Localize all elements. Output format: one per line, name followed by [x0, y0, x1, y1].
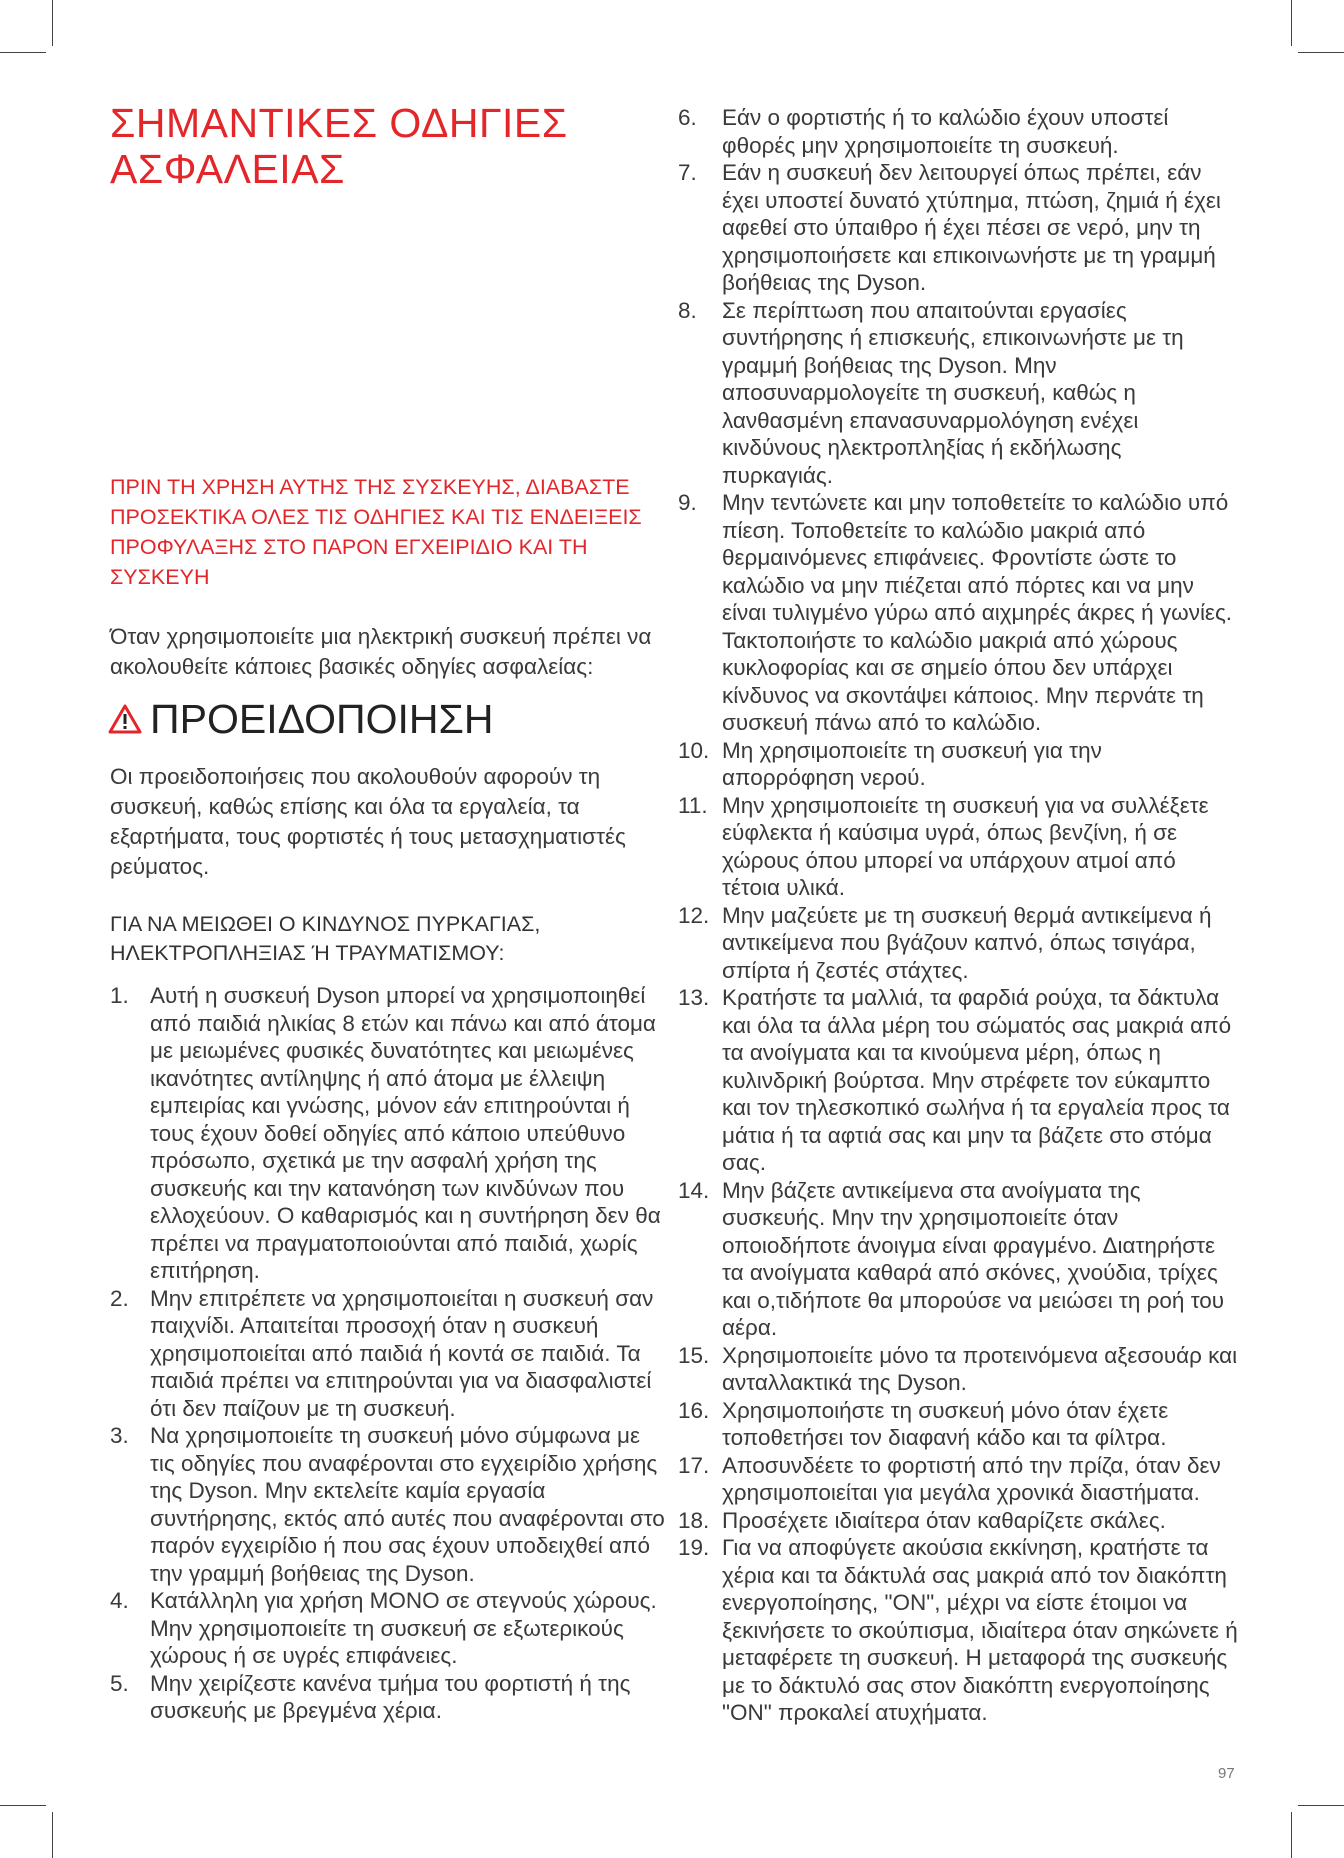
list-item: [110, 1670, 670, 1725]
list-item: [678, 1397, 1238, 1452]
item-text: Χρησιμοποιήστε τη συσκευή μόνο όταν έχετε τοποθετήσει τον διαφανή κάδο και τα φίλτρα.: [722, 1397, 1169, 1450]
risk-reduction-heading: ΓΙΑ ΝΑ ΜΕΙΩΘΕΙ Ο ΚΙΝΔΥΝΟΣ ΠΥΡΚΑΓΙΑΣ, ΗΛΕΚΤΡΟΠΛΗΞΙΑΣ Ή ΤΡΑΥΜΑΤΙΣΜΟΥ:: [110, 912, 541, 965]
item-text: Προσέχετε ιδιαίτερα όταν καθαρίζετε σκάλες.: [722, 1507, 1166, 1533]
item-text: Μην βάζετε αντικείμενα στα ανοίγματα της συσκευής. Μην την χρησιμοποιείτε όταν οποιοδήποτε άνοιγμα είναι φραγμένο. Διατηρήστε τα ανοίγματα καθαρά από σκόνες, χνούδια, τρίχες και ο,τιδήποτε θα μπορούσε να μειώσει τη ροή του αέρα.: [722, 1177, 1225, 1340]
safety-list-left: [110, 982, 670, 1725]
item-text: Αποσυνδέετε το φορτιστή από την πρίζα, όταν δεν χρησιμοποιείται για μεγάλα χρονικά διαστήματα.: [722, 1452, 1221, 1505]
item-number: 9.: [678, 490, 697, 515]
item-number: 11.: [678, 792, 708, 818]
item-text: Μην τεντώνετε και μην τοποθετείτε το καλώδιο υπό πίεση. Τοποθετείτε το καλώδιο μακριά από θερμαινόμενες επιφάνειες. Φροντίστε ώστε το καλώδιο να μην πιέζεται από πόρτες και να μην είναι τυλιγμένο γύρω από αιχμηρές άκρες ή γωνίες. Τακτοποιήστε το καλώδιο μακριά από χώρους κυκλοφορίας και σε σημείο όπου δεν υπάρχει κίνδυνος να σκοντάψει κάποιος. Μην περνάτε τη συσκευή πάνω από το καλώδιο.: [722, 490, 1233, 735]
basic-precautions-text: Όταν χρησιμοποιείτε μια ηλεκτρική συσκευή πρέπει να ακολουθείτε κάποιες βασικές οδηγίες ασφαλείας:: [110, 624, 652, 679]
item-number: 13.: [678, 985, 710, 1010]
item-text: Κρατήστε τα μαλλιά, τα φαρδιά ρούχα, τα δάκτυλα και όλα τα άλλα μέρη του σώματός σας μακριά από τα ανοίγματα και τα κινούμενα μέρη, όπως η κυλινδρική βούρτσα. Μην στρέφετε τον εύκαμπτο και τον τηλεσκοπικό σωλήνα ή τα εργαλεία προς τα μάτια ή τα αφτιά σας και μην τα βάζετε στο στόμα σας.: [722, 985, 1232, 1175]
page-number: 97: [1218, 1765, 1235, 1782]
item-text: Εάν η συσκευή δεν λειτουργεί όπως πρέπει, εάν έχει υποστεί δυνατό χτύπημα, πτώση, ζημιά ή έχει αφεθεί στο ύπαιθρο ή έχει πέσει σε νερό, μην τη χρησιμοποιήσετε και επικοινωνήστε με τη γραμμή βοήθειας της Dyson.: [722, 160, 1221, 295]
title-line: ΣΗΜΑΝΤΙΚΕΣ ΟΔΗΓΙΕΣ: [110, 100, 568, 146]
list-item: [110, 982, 670, 1285]
list-item: [678, 792, 1238, 902]
title-block: [110, 100, 670, 192]
list-item: [678, 297, 1238, 490]
list-item: [678, 1534, 1238, 1727]
warning-heading-text: ΠΡΟΕΙΔΟΠΟΙΗΣΗ: [150, 696, 494, 742]
list-item: [678, 737, 1238, 792]
item-number: 5.: [110, 1670, 129, 1696]
item-number: 7.: [678, 160, 697, 185]
crop-mark: [0, 1805, 46, 1806]
item-number: 1.: [110, 983, 129, 1008]
right-column: [678, 104, 1238, 1727]
list-item: [678, 984, 1238, 1177]
crop-mark: [0, 52, 46, 53]
warning-scope-text: Οι προειδοποιήσεις που ακολουθούν αφορούν τη συσκευή, καθώς επίσης και όλα τα εργαλεία, τα εξαρτήματα, τους φορτιστές ή τους μετασχηματιστές ρεύματος.: [110, 764, 626, 879]
list-item: [110, 1285, 670, 1423]
list-item: [678, 1177, 1238, 1342]
item-text: Κατάλληλη για χρήση ΜΟΝΟ σε στεγνούς χώρους. Μην χρησιμοποιείτε τη συσκευή σε εξωτερικούς χώρους ή σε υγρές επιφάνειες.: [150, 1588, 657, 1668]
crop-mark: [52, 1812, 53, 1858]
crop-mark: [1291, 1812, 1292, 1858]
item-text: Αυτή η συσκευή Dyson μπορεί να χρησιμοποιηθεί από παιδιά ηλικίας 8 ετών και πάνω και από άτομα με μειωμένες φυσικές δυνατότητες και μειωμένες ικανότητες αντίληψης ή από άτομα με έλλειψη εμπειρίας και γνώσης, μόνον εάν επιτηρούνται ή τους έχουν δοθεί οδηγίες από κάποιο υπεύθυνο πρόσωπο, σχετικά με την ασφαλή χρήση της συσκευής και την κατανόηση των κινδύνων που ελλοχεύουν. Ο καθαρισμός και η συντήρηση δεν θα πρέπει να πραγματοποιούνται από παιδιά, χωρίς επιτήρηση.: [150, 983, 661, 1283]
item-text: Για να αποφύγετε ακούσια εκκίνηση, κρατήστε τα χέρια και τα δάκτυλά σας μακριά από τον διακόπτη ενεργοποίησης, "ON", μέχρι να είστε έτοιμοι να ξεκινήσετε το σκούπισμα, ιδιαίτερα όταν σηκώνετε ή μεταφέρετε τη συσκευή. Η μεταφορά της συσκευής με το δάκτυλό σας στον διακόπτη ενεργοποίησης "ON" προκαλεί ατυχήματα.: [722, 1535, 1238, 1725]
item-number: 14.: [678, 1177, 710, 1203]
page-title: [110, 100, 670, 192]
item-text: Μην μαζεύετε με τη συσκευή θερμά αντικείμενα ή αντικείμενα που βγάζουν καπνό, όπως τσιγάρα, σπίρτα ή ζεστές στάχτες.: [722, 902, 1212, 983]
crop-mark: [1298, 1805, 1344, 1806]
item-number: 8.: [678, 297, 697, 323]
item-text: Μην επιτρέπετε να χρησιμοποιείται η συσκευή σαν παιχνίδι. Απαιτείται προσοχή όταν η συσκευή χρησιμοποιείται από παιδιά ή κοντά σε παιδιά. Τα παιδιά πρέπει να επιτηρούνται για να διασφαλιστεί ότι δεν παίζουν με τη συσκευή.: [150, 1285, 654, 1421]
title-line: ΑΣΦΑΛΕΙΑΣ: [110, 146, 345, 192]
item-text: Εάν ο φορτιστής ή το καλώδιο έχουν υποστεί φθορές μην χρησιμοποιείτε τη συσκευή.: [722, 105, 1169, 158]
crop-mark: [1298, 52, 1344, 53]
list-item: [678, 159, 1238, 297]
list-item: [678, 1342, 1238, 1397]
item-number: 17.: [678, 1452, 710, 1478]
list-item: [678, 1452, 1238, 1507]
item-text: Μην χρησιμοποιείτε τη συσκευή για να συλλέξετε εύφλεκτα ή καύσιμα υγρά, όπως βενζίνη, ή σε χώρους όπου μπορεί να υπάρχουν ατμοί από τέτοια υλικά.: [722, 792, 1209, 900]
item-number: 12.: [678, 902, 710, 928]
crop-mark: [1291, 0, 1292, 46]
list-item: [678, 489, 1238, 737]
item-number: 15.: [678, 1342, 710, 1368]
item-number: 18.: [678, 1507, 710, 1533]
item-number: 10.: [678, 737, 710, 763]
list-item: [678, 902, 1238, 985]
list-item: [678, 104, 1238, 159]
item-number: 19.: [678, 1535, 710, 1560]
item-text: Χρησιμοποιείτε μόνο τα προτεινόμενα αξεσουάρ και ανταλλακτικά της Dyson.: [722, 1342, 1238, 1395]
item-text: Μην χειρίζεστε κανένα τμήμα του φορτιστή ή της συσκευής με βρεγμένα χέρια.: [150, 1670, 631, 1723]
warning-heading: [108, 694, 678, 744]
item-number: 16.: [678, 1397, 710, 1423]
item-text: Μη χρησιμοποιείτε τη συσκευή για την απορρόφηση νερού.: [722, 737, 1102, 790]
item-number: 3.: [110, 1423, 129, 1448]
crop-mark: [52, 0, 53, 46]
list-item: [110, 1422, 670, 1587]
item-number: 2.: [110, 1285, 129, 1311]
item-number: 6.: [678, 105, 697, 130]
list-item: [678, 1507, 1238, 1535]
read-instructions-notice: ΠΡΙΝ ΤΗ ΧΡΗΣΗ ΑΥΤΗΣ ΤΗΣ ΣΥΣΚΕΥΗΣ, ΔΙΑΒΑΣΤΕ ΠΡΟΣΕΚΤΙΚΑ ΟΛΕΣ ΤΙΣ ΟΔΗΓΙΕΣ ΚΑΙ ΤΙΣ ΕΝΔΕΙΞΕΙΣ ΠΡΟΦΥΛΑΞΗΣ ΣΤΟ ΠΑΡΟΝ ΕΓΧΕΙΡΙΔΙΟ ΚΑΙ ΤΗ ΣΥΣΚΕΥΗ: [110, 475, 642, 589]
warning-triangle-icon: [108, 703, 142, 735]
item-text: Να χρησιμοποιείτε τη συσκευή μόνο σύμφωνα με τις οδηγίες που αναφέρονται στο εγχειρίδιο χρήσης της Dyson. Μην εκτελείτε καμία εργασία συντήρησης, εκτός από αυτές που αναφέρονται στο παρόν εγχειρίδιο ή που σας έχουν υποδειχθεί από την γραμμή βοήθειας της Dyson.: [150, 1423, 665, 1586]
list-item: [110, 1587, 670, 1670]
safety-list-right: [678, 104, 1238, 1727]
item-number: 4.: [110, 1588, 129, 1613]
item-text: Σε περίπτωση που απαιτούνται εργασίες συντήρησης ή επισκευής, επικοινωνήστε με τη γραμμή βοήθειας της Dyson. Μην αποσυναρμολογείτε τη συσκευή, καθώς η λανθασμένη επανασυναρμολόγηση ενέχει κινδύνους ηλεκτροπληξίας ή εκδήλωσης πυρκαγιάς.: [722, 297, 1184, 488]
